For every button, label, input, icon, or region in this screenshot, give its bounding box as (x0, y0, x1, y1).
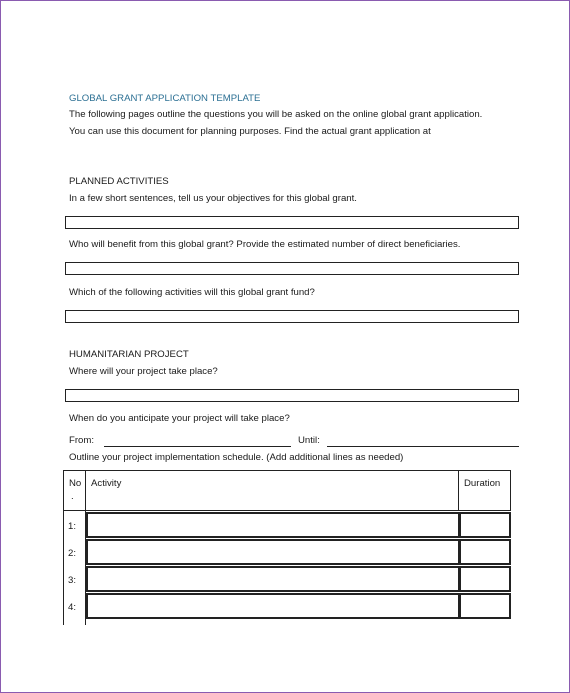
table-left-border (63, 470, 64, 625)
duration-field-2[interactable] (459, 539, 511, 565)
planned-activities-heading: PLANNED ACTIVITIES (69, 176, 169, 187)
table-top-border (63, 470, 511, 471)
table-header-divider (63, 510, 511, 511)
activities-field[interactable] (65, 310, 519, 323)
schedule-table (63, 470, 511, 625)
duration-field-3[interactable] (459, 566, 511, 592)
beneficiaries-question: Who will benefit from this global grant? Provide the estimated number of direct beneficiaries. (69, 239, 461, 250)
objectives-question: In a few short sentences, tell us your objectives for this global grant. (69, 193, 357, 204)
row-number-4: 4: (68, 602, 77, 613)
row-number-2: 2: (68, 548, 77, 559)
from-label: From: (69, 435, 95, 446)
duration-field-4[interactable] (459, 593, 511, 619)
location-question: Where will your project take place? (69, 366, 218, 377)
until-label: Until: (298, 435, 320, 446)
location-field[interactable] (65, 389, 519, 402)
activity-field-1[interactable] (86, 512, 460, 538)
row-number-3: 3: (68, 575, 77, 586)
row-number-1: 1: (68, 521, 77, 532)
table-col-divider-2 (458, 470, 459, 510)
activities-question: Which of the following activities will this global grant fund? (69, 287, 315, 298)
timing-question: When do you anticipate your project will take place? (69, 413, 290, 424)
intro-line-2: You can use this document for planning purposes. Find the actual grant application at (69, 126, 431, 137)
until-date-field[interactable] (327, 446, 519, 447)
activity-field-3[interactable] (86, 566, 460, 592)
beneficiaries-field[interactable] (65, 262, 519, 275)
from-date-field[interactable] (104, 446, 291, 447)
document-title: GLOBAL GRANT APPLICATION TEMPLATE (69, 93, 261, 104)
objectives-field[interactable] (65, 216, 519, 229)
activity-field-4[interactable] (86, 593, 460, 619)
col-header-duration: Duration (464, 478, 501, 489)
col-header-no-dot: . (71, 491, 74, 502)
intro-line-1: The following pages outline the questions you will be asked on the online global grant application. (69, 109, 483, 120)
duration-field-1[interactable] (459, 512, 511, 538)
humanitarian-project-heading: HUMANITARIAN PROJECT (69, 349, 189, 360)
table-right-border (510, 470, 511, 510)
col-header-no: No (69, 478, 82, 489)
schedule-instruction: Outline your project implementation schedule. (Add additional lines as needed) (69, 452, 404, 463)
col-header-activity: Activity (91, 478, 122, 489)
activity-field-2[interactable] (86, 539, 460, 565)
